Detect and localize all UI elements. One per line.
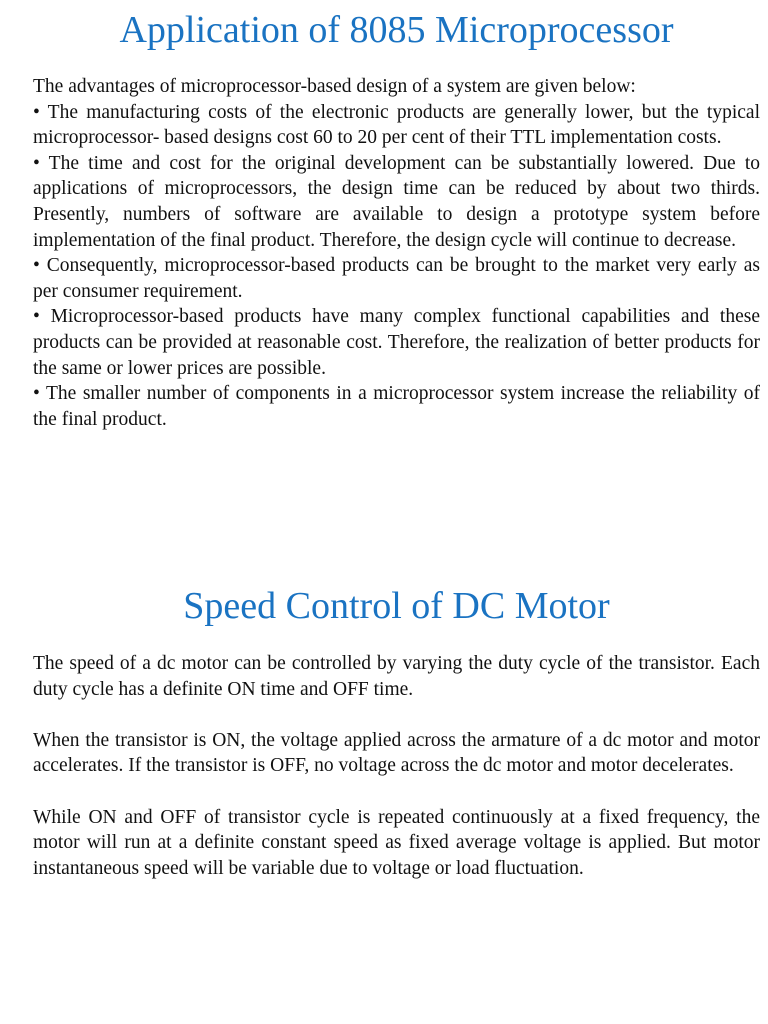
paragraph-spacer (33, 702, 760, 728)
section-1-header (33, 8, 760, 52)
paragraph-3: While ON and OFF of transistor cycle is repeated continuously at a fixed frequency, the motor will run at a definite constant speed as fixed average voltage is applied. But motor instantaneous speed will be variable due to voltage or load fluctuation. (33, 806, 760, 879)
section-2-header (33, 584, 760, 628)
bullet-item-2: • The time and cost for the original development can be substantially lowered. Due to applications of microprocessors, the design time can be reduced by about two thirds. Presently, numbers of software are available to design a prototype system before implementation of the final product. Therefore, the design cycle will continue to decrease. (33, 152, 760, 251)
section-2-body (33, 651, 760, 881)
paragraph-2: When the transistor is ON, the voltage applied across the armature of a dc motor and motor accelerates. If the transistor is OFF, no voltage across the dc motor and motor decelerates. (33, 729, 760, 777)
intro-paragraph: The advantages of microprocessor-based design of a system are given below: (33, 76, 636, 97)
paragraph-spacer (33, 779, 760, 805)
page-title: Application of 8085 Microprocessor (119, 9, 674, 51)
section-title: Speed Control of DC Motor (183, 585, 610, 627)
bullet-item-1: • The manufacturing costs of the electronic products are generally lower, but the typical microprocessor- based designs cost 60 to 20 per cent of their TTL implementation costs. (33, 101, 760, 149)
bullet-item-4: • Microprocessor-based products have many complex functional capabilities and these products can be provided at reasonable cost. Therefore, the realization of better products for the same or lower prices are possible. (33, 306, 760, 379)
section-1-body (33, 74, 760, 432)
paragraph-1: The speed of a dc motor can be controlled by varying the duty cycle of the transistor. Each duty cycle has a definite ON time and OFF time. (33, 653, 760, 700)
bullet-item-5: • The smaller number of components in a microprocessor system increase the reliability of the final product. (33, 383, 760, 430)
bullet-item-3: • Consequently, microprocessor-based products can be brought to the market very early as per consumer requirement. (33, 255, 760, 302)
